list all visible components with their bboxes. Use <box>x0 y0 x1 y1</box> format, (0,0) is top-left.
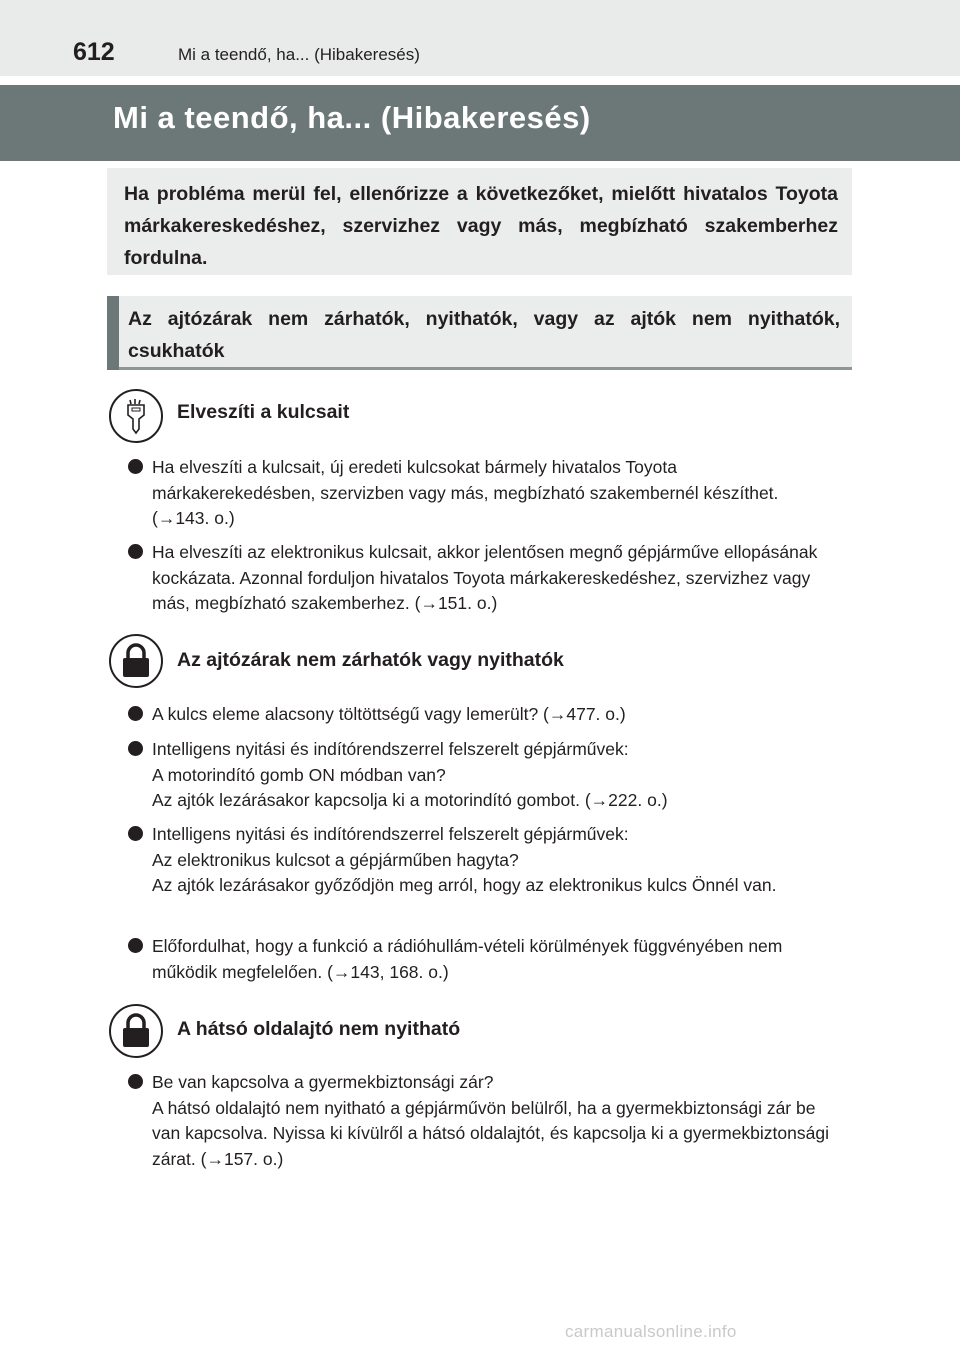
list-item <box>128 737 840 814</box>
bullet-text: Intelligens nyitási és indítórendszerrel felszerelt gépjárművek: <box>152 739 629 759</box>
list-item <box>128 540 840 617</box>
bullet-icon <box>128 826 143 841</box>
subsection-heading-lost-keys: Elveszíti a kulcsait <box>177 401 350 423</box>
list-item <box>128 702 840 728</box>
list-item <box>128 934 840 985</box>
bullet-text: A kulcs eleme alacsony töltöttségű vagy lemerült? (→477. o.) <box>152 704 626 724</box>
page-number: 612 <box>73 38 115 66</box>
bullet-icon <box>128 741 143 756</box>
page-title: Mi a teendő, ha... (Hibakeresés) <box>113 100 591 135</box>
bullet-icon <box>128 938 143 953</box>
subsection-heading-locks: Az ajtózárak nem zárhatók vagy nyithatók <box>177 649 564 671</box>
bullet-icon <box>128 706 143 721</box>
key-icon <box>109 389 163 443</box>
bullet-icon <box>128 459 143 474</box>
lock-icon <box>109 1004 163 1058</box>
bullet-text: Be van kapcsolva a gyermekbiztonsági zár? <box>152 1072 494 1092</box>
bullet-icon <box>128 1074 143 1089</box>
subsection-heading-rear-door: A hátsó oldalajtó nem nyitható <box>177 1018 461 1040</box>
bullet-icon <box>128 544 143 559</box>
bullet-text: Az ajtók lezárásakor kapcsolja ki a motorindító gombot. (→222. o.) <box>152 790 668 810</box>
list-item <box>128 822 840 899</box>
running-head: Mi a teendő, ha... (Hibakeresés) <box>178 45 420 64</box>
section-heading: Az ajtózárak nem zárhatók, nyithatók, vagy az ajtók nem nyithatók, csukhatók <box>128 308 840 362</box>
section-heading-bar <box>107 296 119 370</box>
intro-text: Ha probléma merül fel, ellenőrizze a következőket, mielőtt hivatalos Toyota márkakereskedéshez, szervizhez vagy más, megbízható szakemberhez fordulna. <box>124 183 838 269</box>
lock-icon <box>109 634 163 688</box>
bullet-text: A hátsó oldalajtó nem nyitható a gépjárművön belülről, ha a gyermekbiztonsági zár be van kapcsolva. Nyissa ki kívülről a hátsó oldalajtót, és kapcsolja ki a gyermekbiztonsági zárat. (→157. o.) <box>152 1097 829 1169</box>
bullet-text: Ha elveszíti az elektronikus kulcsait, akkor jelentősen megnő gépjárműve ellopásának kockázata. Azonnal forduljon hivatalos Toyota márkakereskedéshez, szervizhez vagy más, megbízható szakemberhez. (→151. o.) <box>152 542 818 613</box>
list-item <box>128 1070 840 1172</box>
header-band <box>0 0 960 76</box>
bullet-text: A motorindító gomb ON módban van? <box>152 764 446 785</box>
list-item <box>128 455 840 532</box>
bullet-text: Előfordulhat, hogy a funkció a rádióhullám-vételi körülmények függvényében nem működik megfelelően. (→143, 168. o.) <box>152 936 783 982</box>
watermark: carmanualsonline.info <box>565 1322 737 1341</box>
bullet-text: Az elektronikus kulcsot a gépjárműben hagyta? <box>152 849 519 870</box>
bullet-text: Intelligens nyitási és indítórendszerrel felszerelt gépjárművek: <box>152 824 629 844</box>
bullet-text: Az ajtók lezárásakor győződjön meg arról, hogy az elektronikus kulcs Önnél van. <box>152 875 777 895</box>
bullet-text: Ha elveszíti a kulcsait, új eredeti kulcsokat bármely hivatalos Toyota márkakerekedésben, szervizben vagy más, megbízható szakembernél készíthet. (→143. o.) <box>152 457 779 528</box>
